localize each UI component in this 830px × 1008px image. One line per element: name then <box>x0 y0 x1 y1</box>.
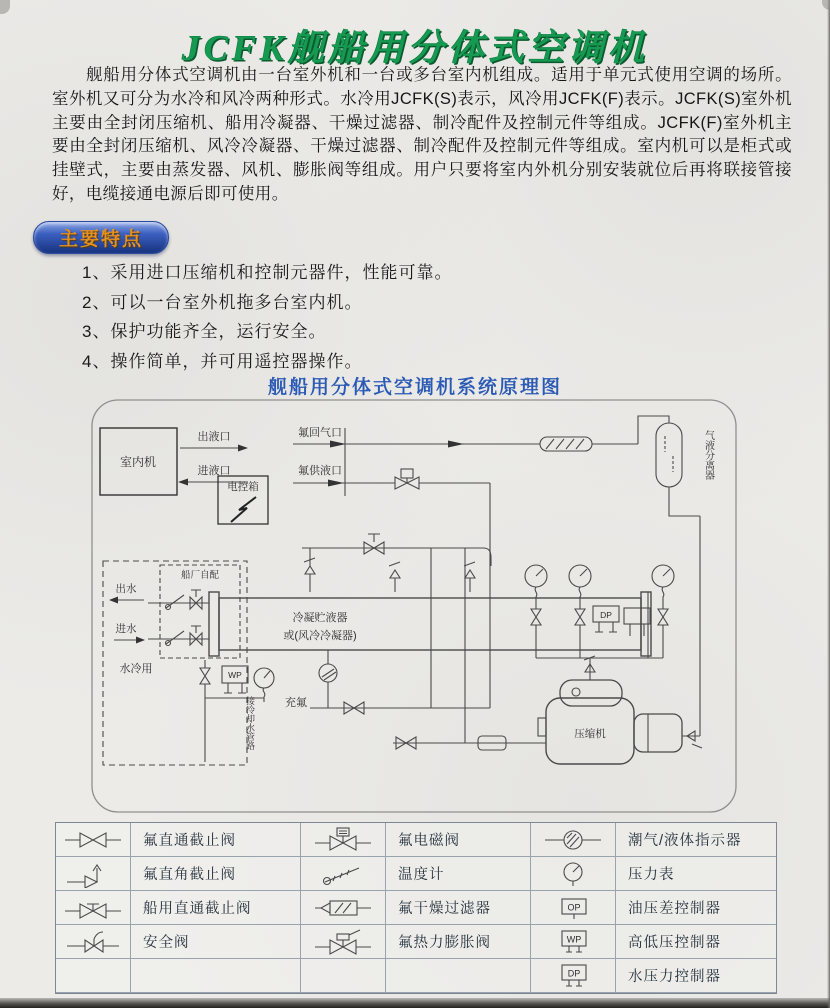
feature-item: 1、采用进口压缩机和控制元器件，性能可靠。 <box>82 263 453 282</box>
feature-item: 3、保护功能齐全，运行安全。 <box>82 322 327 341</box>
expansion-valve-icon <box>301 925 386 959</box>
wp-label: WP <box>228 670 242 680</box>
hilo-controller-box <box>624 608 650 624</box>
wp-controller-icon <box>531 925 616 959</box>
scan-edge-bottom <box>0 998 830 1008</box>
water-cooled-label: 水冷用 <box>119 663 153 675</box>
liquid-out-label: 出液口 <box>197 431 231 443</box>
separator-label: 气液分离器 <box>702 430 714 480</box>
gas-return-port-label: 氟回气口 <box>298 427 342 439</box>
legend-label: 潮气/液体指示器 <box>616 823 776 857</box>
legend-label: 压力表 <box>616 857 776 891</box>
liquid-supply-port-label: 氟供液口 <box>298 465 342 477</box>
legend-table <box>55 822 777 994</box>
liquid-in-label: 进液口 <box>197 465 231 477</box>
thermometer-icon <box>301 857 386 891</box>
scan-corner-mark <box>822 0 830 10</box>
solenoid-valve-icon <box>301 823 386 857</box>
straight-stop-valve-icon <box>56 823 131 857</box>
flow-arrow-icon <box>330 441 346 448</box>
diagram-title: 舰船用分体式空调机系统原理图 <box>267 377 562 398</box>
condenser-label: 冷凝贮液器 <box>292 612 348 624</box>
lightning-icon <box>231 497 256 522</box>
features-badge-label: 主要特点 <box>58 229 143 250</box>
condenser-left-cap <box>209 592 219 656</box>
sight-glass-icon <box>531 823 616 857</box>
solenoid-coil-icon <box>401 469 413 478</box>
svg-text:DP: DP <box>567 968 581 978</box>
legend-label <box>131 959 301 993</box>
compressor-label: 压缩机 <box>574 728 606 740</box>
water-pipe-note: 接冷却水管路 <box>245 696 255 750</box>
page-title: JCFK舰船用分体式空调机 <box>181 28 649 68</box>
condenser-label2: 或(风冷冷凝器) <box>283 630 357 642</box>
legend-label: 安全阀 <box>131 925 301 959</box>
compressor-motor <box>634 714 682 752</box>
dp-label: DP <box>600 610 612 620</box>
arrow-left-icon <box>109 597 118 604</box>
op-controller-icon <box>531 891 616 925</box>
features-badge <box>33 221 169 254</box>
legend-label: 氟电磁阀 <box>386 823 531 857</box>
legend-label: 氟直通截止阀 <box>131 823 301 857</box>
gas-liquid-separator <box>656 423 682 487</box>
feature-item: 2、可以一台室外机拖多台室内机。 <box>82 292 363 312</box>
safety-valve-icon <box>56 925 131 959</box>
shipyard-label: 船厂自配 <box>180 570 220 581</box>
features-list <box>82 258 702 376</box>
arrow-left-icon <box>178 479 188 486</box>
diagram-border <box>92 400 736 812</box>
charge-label: 充氟 <box>285 697 307 709</box>
scan-corner-mark <box>0 0 10 14</box>
compressor-top-cap <box>560 680 622 706</box>
legend-label: 高低压控制器 <box>616 925 776 959</box>
water-in-label: 进水 <box>115 623 137 635</box>
legend-label: 油压差控制器 <box>616 891 776 925</box>
angle-stop-valve-icon <box>56 857 131 891</box>
flow-arrow-icon <box>448 441 464 448</box>
arrow-right-icon <box>238 445 248 452</box>
dryer-filter-icon <box>301 891 386 925</box>
empty-cell <box>56 959 131 993</box>
legend-label: 水压力控制器 <box>616 959 776 993</box>
intro-paragraph: 舰船用分体式空调机由一台室外机和一台或多台室内机组成。适用于单元式使用空调的场所。室外机又可分为水冷和风冷两种形式。水冷用JCFK(S)表示，风冷用JCFK(F)表示。JCFK(S)室外机主要由全封闭压缩机、船用冷凝器、干燥过滤器、制冷配件及控制元件等组成。JCFK(F)室外机主要由全封闭压缩机、风冷冷凝器、干燥过滤器、制冷配件及控制元件等组成。室内机可以是柜式或挂壁式，主要由蒸发器、风机、膨胀阀等组成。用户只要将室内外机分别安装就位后再将联接管接好，电缆接通电源后即可使用。 <box>52 66 792 203</box>
flow-arrow-icon <box>328 480 344 487</box>
legend-label: 温度计 <box>386 857 531 891</box>
empty-cell <box>301 959 386 993</box>
condenser-body <box>219 598 641 650</box>
svg-text:OP: OP <box>567 902 581 912</box>
system-schematic-diagram <box>88 396 740 818</box>
legend-label: 氟干燥过滤器 <box>386 891 531 925</box>
legend-label <box>386 959 531 993</box>
indoor-unit-label: 室内机 <box>119 455 157 469</box>
water-out-label: 出水 <box>115 583 137 595</box>
pressure-gauge-icon <box>531 857 616 891</box>
legend-label: 氟直角截止阀 <box>131 857 301 891</box>
feature-item: 4、操作简单，并可用遥控器操作。 <box>82 351 363 371</box>
marine-stop-valve-icon <box>56 891 131 925</box>
arrow-right-icon <box>136 637 145 644</box>
legend-label: 氟热力膨胀阀 <box>386 925 531 959</box>
legend-label: 船用直通截止阀 <box>131 891 301 925</box>
schematic-svg <box>88 396 740 818</box>
control-box-label: 电控箱 <box>227 481 259 493</box>
svg-text:WP: WP <box>566 934 582 944</box>
dp-controller-icon <box>531 959 616 993</box>
